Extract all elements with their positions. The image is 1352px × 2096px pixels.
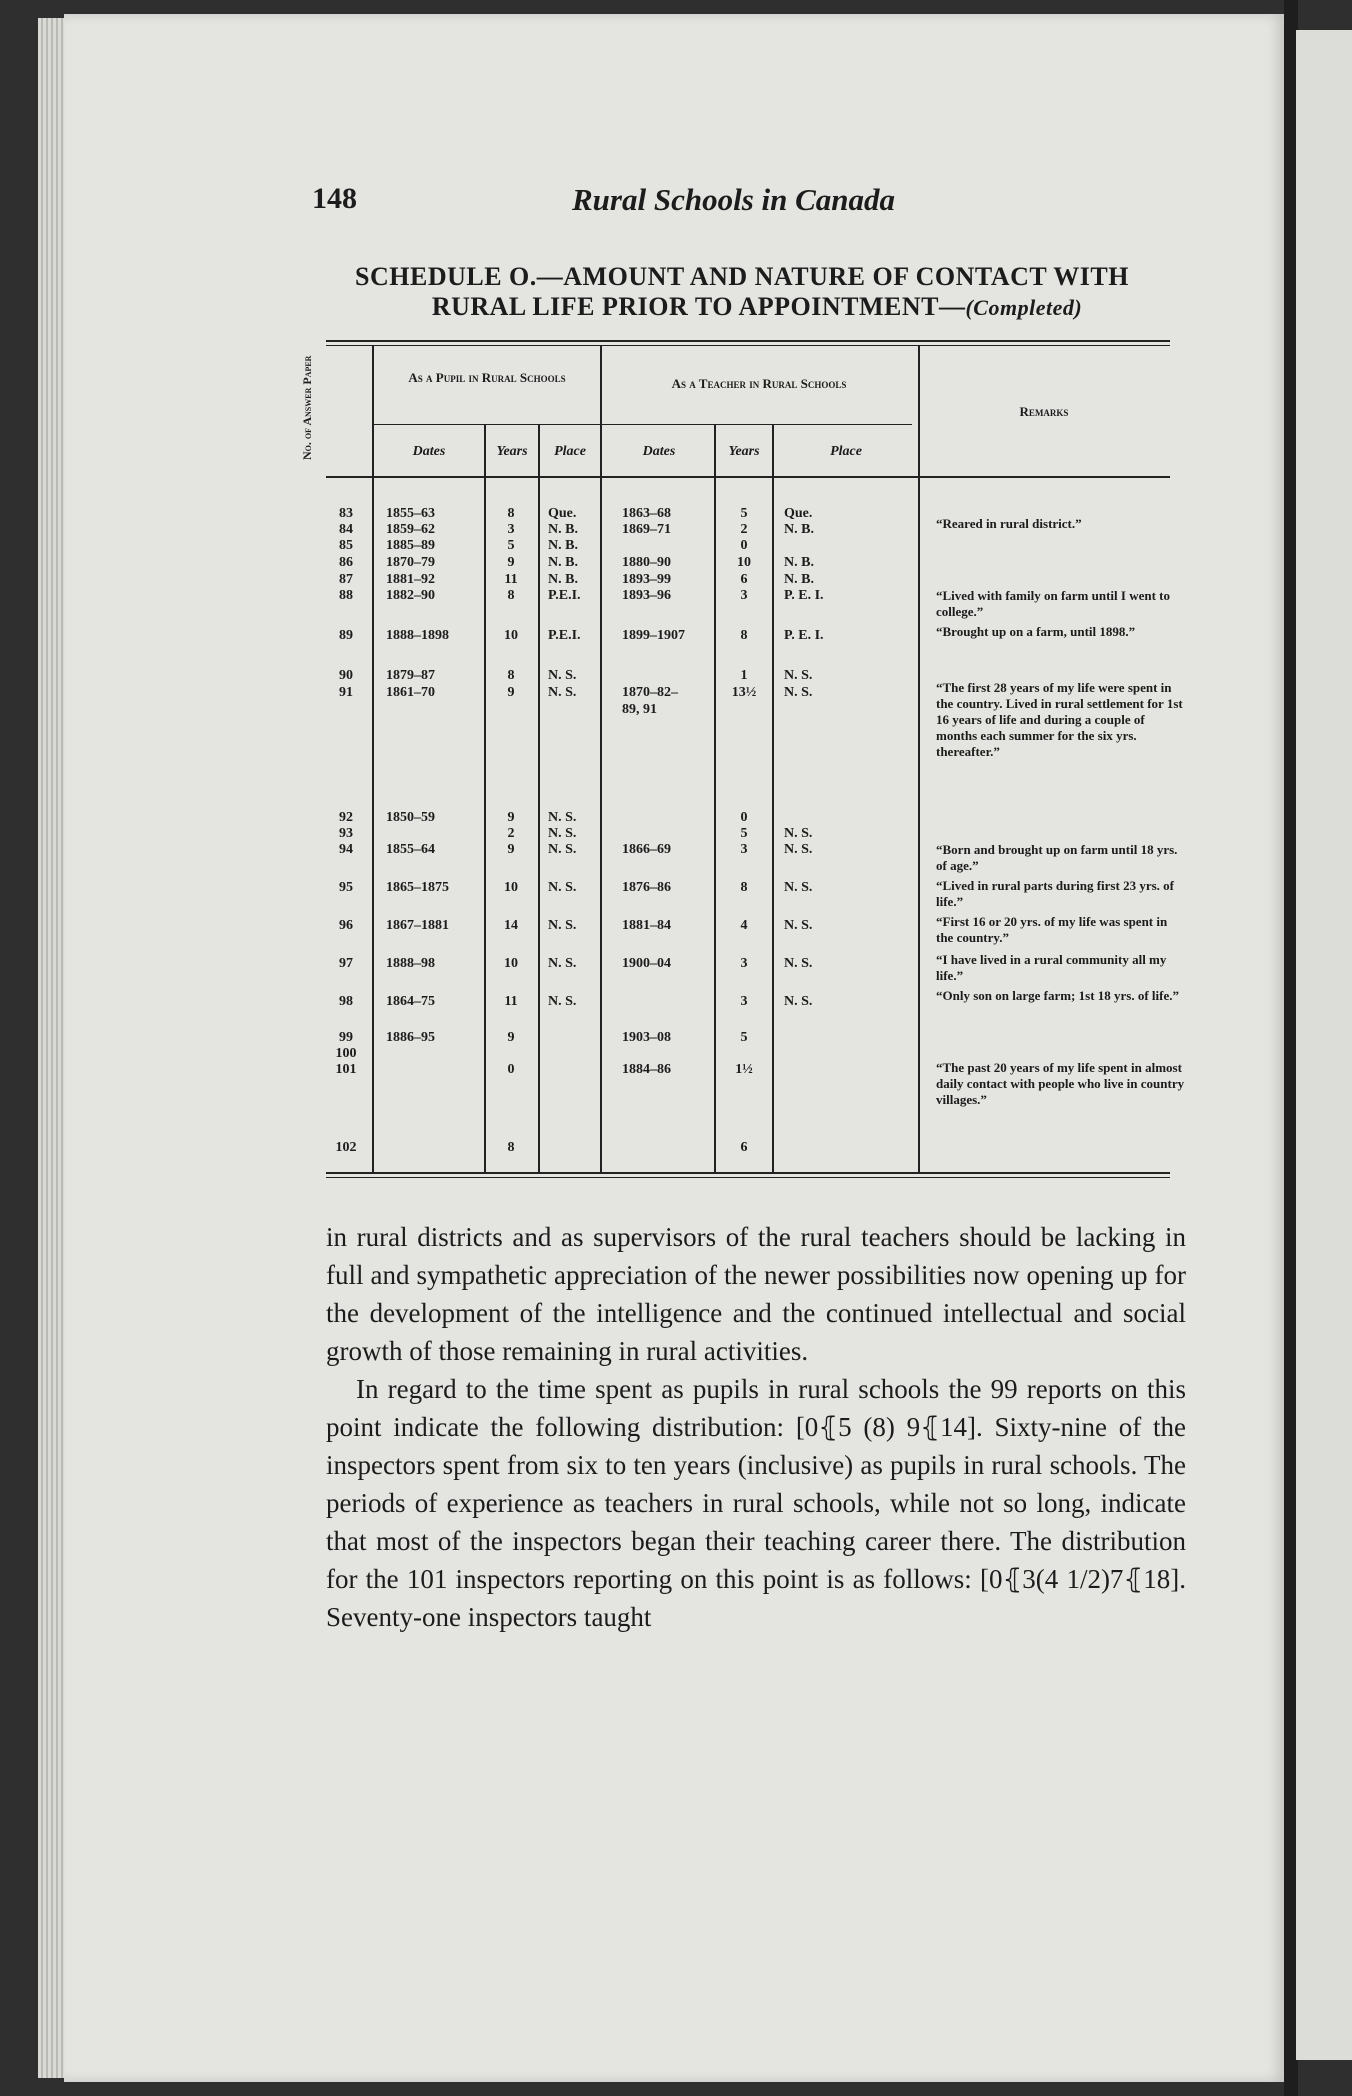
sub-header-pupil-years: Years [496,444,528,459]
col-divider-4 [600,346,602,1172]
sub-header-teacher-years: Years [728,444,760,459]
cell-t-dates: 1866–69 [622,842,671,857]
subheader-rule [372,424,912,425]
schedule-title-line1: SCHEDULE O.—AMOUNT AND NATURE OF CONTACT WITH [355,262,1129,291]
cell-t-place: N. B. [784,555,814,570]
cell-t-years: 0 [740,538,748,553]
cell-t-years: 3 [740,588,748,603]
cell-t-dates: 1876–86 [622,880,671,895]
cell-p-dates: 1865–1875 [386,880,449,895]
cell-t-dates: 1903–08 [622,1030,671,1045]
cell-t-place: P. E. I. [784,628,824,643]
cell-p-dates: 1859–62 [386,522,435,537]
col-header-remarks: Remarks [1019,404,1069,419]
cell-t-years: 3 [740,842,748,857]
cell-t-dates: 1884–86 [622,1062,671,1077]
remark-96: “First 16 or 20 yrs. of my life was spent in the country.” [936,914,1168,945]
cell-t-years: 5 [740,1030,748,1045]
sub-header-teacher-dates: Dates [642,444,676,459]
cell-no: 95 [339,880,353,895]
cell-p-dates: 1864–75 [386,994,435,1009]
cell-t-dates: 1899–1907 [622,628,685,643]
cell-p-dates: 1886–95 [386,1030,435,1045]
cell-no: 101 [335,1062,357,1077]
cell-t-dates: 1893–99 [622,572,671,587]
cell-p-dates: 1885–89 [386,538,435,553]
col-divider-3 [538,424,540,1172]
cell-p-place: N. S. [548,668,577,683]
cell-p-dates: 1888–1898 [386,628,449,643]
cell-no: 91 [339,685,353,700]
schedule-title-line2: RURAL LIFE PRIOR TO APPOINTMENT— [431,292,966,321]
cell-no: 102 [335,1140,357,1155]
cell-no: 99 [339,1030,353,1045]
cell-p-years: 8 [507,588,515,603]
cell-p-dates: 1867–1881 [386,918,449,933]
cell-t-place: N. S. [784,842,813,857]
cell-p-place: N. B. [548,522,578,537]
cell-no: 84 [339,522,353,537]
cell-p-dates: 1850–59 [386,810,435,825]
cell-no: 93 [339,826,353,841]
remark-101: “The past 20 years of my life spent in almost daily contact with people who live in country villages.” [936,1060,1185,1107]
cell-t-years: 3 [740,956,748,971]
sub-header-teacher-place: Place [830,444,862,459]
cell-p-years: 5 [507,538,515,553]
table-top-rule-thin [326,345,1170,346]
cell-p-dates: 1870–79 [386,555,435,570]
body-paragraph-1: in rural districts and as supervisors of the rural teachers should be lacking in full and sympathetic appreciation of the newer possibilities now opening up for the development of the intelligence and the continued intellectual and social growth of those remaining in rural activities. [326,1222,1186,1366]
remark-91: “The first 28 years of my life were spent in the country. Lived in rural settlement for 1st 16 years of life and during a couple of months each summer for the six yrs. thereafter.” [936,680,1183,759]
cell-p-dates: 1881–92 [386,572,435,587]
schedule-title [312,262,1172,323]
cell-t-place: N. S. [784,994,813,1009]
cell-no: 87 [339,572,353,587]
remark-94: “Born and brought up on farm until 18 yrs. of age.” [936,842,1178,873]
col-group-teacher: As a Teacher in Rural Schools [671,376,847,391]
cell-t-dates: 1870–82– [622,685,678,700]
cell-t-years: 1½ [735,1062,753,1077]
header-bottom-rule [326,476,1170,478]
cell-p-place: N. B. [548,538,578,553]
cell-p-years: 9 [507,842,515,857]
cell-t-place: P. E. I. [784,588,824,603]
remark-97: “I have lived in a rural community all my life.” [936,952,1167,983]
cell-p-place: N. S. [548,994,577,1009]
cell-p-place: N. S. [548,956,577,971]
cell-t-dates: 89, 91 [622,702,657,717]
cell-t-dates: 1900–04 [622,956,671,971]
table-bottom-rule [326,1172,1170,1174]
cell-t-place: N. S. [784,880,813,895]
cell-no: 94 [339,842,353,857]
col-group-pupil: As a Pupil in Rural Schools [408,370,566,385]
cell-p-place: N. S. [548,880,577,895]
cell-p-years: 8 [507,1140,515,1155]
remark-89: “Brought up on a farm, until 1898.” [936,624,1136,639]
cell-p-years: 3 [507,522,515,537]
cell-p-dates: 1861–70 [386,685,435,700]
cell-p-dates: 1888–98 [386,956,435,971]
col-divider-1 [372,346,374,1172]
remark-83: “Reared in rural district.” [936,516,1082,531]
cell-t-years: 10 [737,555,751,570]
cell-t-dates: 1863–68 [622,506,671,521]
cell-t-place: N. B. [784,572,814,587]
cell-t-place: N. S. [784,956,813,971]
cell-t-years: 8 [740,628,748,643]
table-bottom-rule-thin [326,1177,1170,1178]
cell-p-years: 8 [507,668,515,683]
cell-p-years: 10 [504,956,518,971]
cell-t-dates: 1880–90 [622,555,671,570]
cell-p-place: N. S. [548,810,577,825]
cell-p-place: N. S. [548,826,577,841]
cell-p-years: 9 [507,1030,515,1045]
cell-p-place: P.E.I. [548,628,581,643]
cell-no: 88 [339,588,353,603]
cell-p-years: 9 [507,685,515,700]
cell-p-dates: 1855–64 [386,842,435,857]
cell-p-place: N. S. [548,842,577,857]
cell-no: 92 [339,810,353,825]
cell-t-place: N. S. [784,918,813,933]
cell-p-place: P.E.I. [548,588,581,603]
cell-no: 86 [339,555,353,570]
cell-p-years: 11 [504,572,518,587]
cell-no: 97 [339,956,353,971]
cell-t-place: Que. [784,506,813,521]
cell-t-place: N. S. [784,685,813,700]
facing-page-edge [1296,30,1352,2060]
cell-p-place: N. S. [548,918,577,933]
cell-t-years: 8 [740,880,748,895]
cell-t-years: 6 [740,1140,748,1155]
cell-p-dates: 1855–63 [386,506,435,521]
page-header [312,182,912,222]
sub-header-pupil-dates: Dates [412,444,446,459]
cell-p-years: 8 [507,506,515,521]
remark-88: “Lived with family on farm until I went to college.” [936,588,1170,619]
body-text [326,1218,1186,1636]
cell-t-years: 6 [740,572,748,587]
cell-t-place: N. S. [784,668,813,683]
cell-t-years: 3 [740,994,748,1009]
cell-p-dates: 1882–90 [386,588,435,603]
cell-p-years: 2 [507,826,515,841]
body-paragraph-2: In regard to the time spent as pupils in rural schools the 99 reports on this point indicate the following distribution: [0⦃5 (8) 9⦃14]. Sixty-nine of the inspectors spent from six to ten years (inclusive) as pupils in rural schools. The periods of experience as teachers in rural schools, while not so long, indicate that most of the inspectors began their teaching career there. The distribution for the 101 inspectors reporting on this point is as follows: [0⦃3(4 1/2)7⦃18]. Seventy-one inspectors taught [326,1374,1186,1632]
cell-t-dates: 1881–84 [622,918,671,933]
cell-t-years: 13½ [731,685,757,700]
remark-98: “Only son on large farm; 1st 18 yrs. of life.” [936,988,1180,1003]
cell-p-place: N. S. [548,685,577,700]
cell-t-place: N. S. [784,826,813,841]
cell-p-years: 9 [507,810,515,825]
cell-no: 96 [339,918,353,933]
cell-p-place: Que. [548,506,577,521]
book-page [64,14,1286,2082]
col-divider-6 [772,424,774,1172]
cell-p-years: 0 [507,1062,515,1077]
cell-no: 90 [339,668,353,683]
cell-p-place: N. B. [548,555,578,570]
running-title: Rural Schools in Canada [572,182,896,217]
cell-no: 98 [339,994,353,1009]
sub-header-pupil-place: Place [554,444,586,459]
cell-t-years: 1 [740,668,748,683]
cell-no: 89 [339,628,353,643]
cell-p-years: 14 [504,918,518,933]
cell-t-years: 4 [740,918,748,933]
col-divider-7 [918,346,920,1172]
cell-p-years: 11 [504,994,518,1009]
cell-no: 85 [339,538,353,553]
col-header-answer-paper: No. of Answer Paper [300,355,314,460]
cell-t-dates: 1893–96 [622,588,671,603]
cell-p-years: 10 [504,628,518,643]
schedule-title-suffix: (Completed) [965,295,1083,320]
cell-t-dates: 1869–71 [622,522,671,537]
cell-t-years: 2 [740,522,748,537]
remark-95: “Lived in rural parts during first 23 yrs. of life.” [936,878,1174,909]
cell-t-years: 0 [740,810,748,825]
cell-p-place: N. B. [548,572,578,587]
cell-no: 100 [335,1046,357,1061]
cell-no: 83 [339,506,353,521]
cell-t-place: N. B. [784,522,814,537]
cell-p-years: 10 [504,880,518,895]
cell-p-dates: 1879–87 [386,668,435,683]
cell-p-years: 9 [507,555,515,570]
table-top-rule [326,340,1170,342]
cell-t-years: 5 [740,506,748,521]
page-number: 148 [312,182,357,215]
cell-t-years: 5 [740,826,748,841]
